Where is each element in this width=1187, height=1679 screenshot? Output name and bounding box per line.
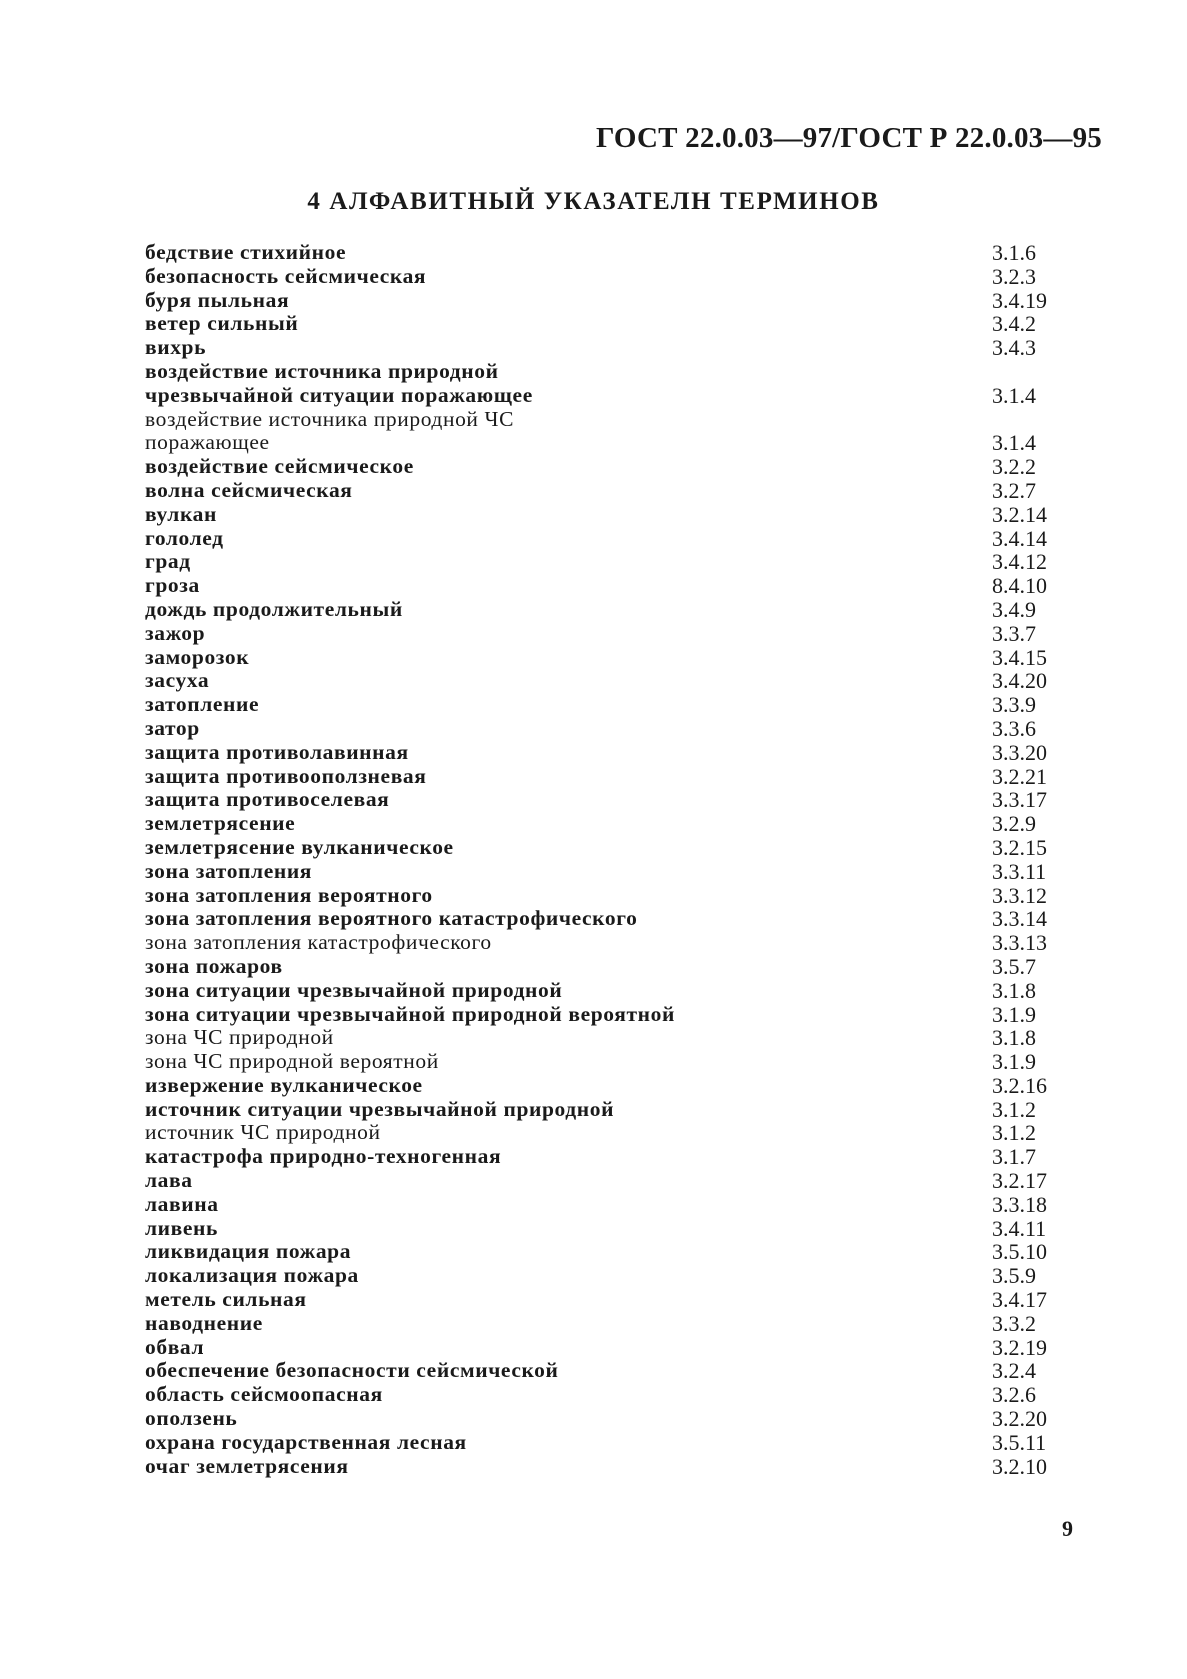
index-term: вихрь bbox=[145, 335, 207, 360]
index-term: источник ЧС природной bbox=[145, 1120, 381, 1145]
index-entry bbox=[140, 241, 1080, 265]
index-ref: 3.4.15 bbox=[992, 644, 1047, 670]
index-term: источник ситуации чрезвычайной природной bbox=[145, 1096, 615, 1121]
index-ref: 3.1.4 bbox=[992, 430, 1036, 456]
index-entry bbox=[140, 1074, 1080, 1098]
index-ref: 3.4.14 bbox=[992, 525, 1047, 551]
index-term bbox=[145, 408, 514, 456]
index-ref: 3.2.19 bbox=[992, 1334, 1047, 1360]
index-entry bbox=[140, 503, 1080, 527]
index-ref: 3.2.10 bbox=[992, 1453, 1047, 1479]
index-entry bbox=[140, 1145, 1080, 1169]
index-term: защита противооползневая bbox=[145, 763, 427, 788]
index-ref: 3.2.16 bbox=[992, 1072, 1047, 1098]
index-term: зона ситуации чрезвычайной природной bbox=[145, 977, 563, 1002]
index-entry bbox=[140, 574, 1080, 598]
index-ref: 3.3.13 bbox=[992, 930, 1047, 956]
index-term: зона затопления bbox=[145, 858, 313, 883]
index-entry bbox=[140, 1288, 1080, 1312]
index-entry bbox=[140, 1336, 1080, 1360]
index-term: затопление bbox=[145, 692, 260, 717]
index-entry bbox=[140, 884, 1080, 908]
index-entry bbox=[140, 765, 1080, 789]
index-ref: 3.2.14 bbox=[992, 501, 1047, 527]
index-ref: 3.4.9 bbox=[992, 596, 1036, 622]
index-term: область сейсмоопасная bbox=[145, 1382, 383, 1407]
index-entry bbox=[140, 1026, 1080, 1050]
index-term: зона ЧС природной bbox=[145, 1025, 334, 1050]
index-ref: 3.1.2 bbox=[992, 1120, 1036, 1146]
index-entry bbox=[140, 836, 1080, 860]
index-ref: 3.2.4 bbox=[992, 1358, 1036, 1384]
index-entry bbox=[140, 1407, 1080, 1431]
index-ref: 3.3.7 bbox=[992, 620, 1036, 646]
index-ref: 3.1.8 bbox=[992, 1025, 1036, 1051]
index-term: дождь продолжительный bbox=[145, 596, 403, 621]
index-term: вулкан bbox=[145, 501, 217, 526]
index-ref: 3.3.17 bbox=[992, 787, 1047, 813]
index-term: зона ЧС природной вероятной bbox=[145, 1049, 439, 1074]
index-term: буря пыльная bbox=[145, 287, 290, 312]
index-ref: 3.2.3 bbox=[992, 263, 1036, 289]
index-entry bbox=[140, 527, 1080, 551]
index-ref: 3.4.11 bbox=[992, 1215, 1047, 1241]
index-entry bbox=[140, 955, 1080, 979]
document-header: ГОСТ 22.0.03—97/ГОСТ Р 22.0.03—95 bbox=[596, 122, 1102, 154]
index-entry bbox=[140, 979, 1080, 1003]
index-ref: 3.5.9 bbox=[992, 1263, 1036, 1289]
index-term: зона пожаров bbox=[145, 953, 283, 978]
index-entry bbox=[140, 931, 1080, 955]
index-entry bbox=[140, 741, 1080, 765]
index-ref: 3.1.8 bbox=[992, 977, 1036, 1003]
index-entry bbox=[140, 550, 1080, 574]
index-term bbox=[145, 360, 533, 408]
index-ref: 3.2.17 bbox=[992, 1168, 1047, 1194]
index-term: воздействие сейсмическое bbox=[145, 454, 414, 479]
index-term-line: воздействие источника природной bbox=[145, 358, 499, 383]
index-entry bbox=[140, 646, 1080, 670]
index-term: обвал bbox=[145, 1334, 205, 1359]
index-ref: 3.5.11 bbox=[992, 1429, 1047, 1455]
index-entry bbox=[140, 1455, 1080, 1479]
index-entry bbox=[140, 1121, 1080, 1145]
index-ref: 3.4.2 bbox=[992, 311, 1036, 337]
index-entry bbox=[140, 1098, 1080, 1122]
index-term: защита противоселевая bbox=[145, 787, 390, 812]
index-entry bbox=[140, 408, 1080, 456]
index-ref: 3.3.6 bbox=[992, 715, 1036, 741]
index-ref: 3.3.11 bbox=[992, 858, 1047, 884]
index-ref: 3.3.18 bbox=[992, 1191, 1047, 1217]
index-ref: 3.4.17 bbox=[992, 1287, 1047, 1313]
index-ref: 3.2.9 bbox=[992, 811, 1036, 837]
index-ref: 3.2.20 bbox=[992, 1406, 1047, 1432]
index-entry bbox=[140, 812, 1080, 836]
index-term-line: воздействие источника природной ЧС bbox=[145, 406, 515, 431]
index-entry bbox=[140, 1217, 1080, 1241]
index-term: гроза bbox=[145, 573, 200, 598]
index-entry bbox=[140, 717, 1080, 741]
index-entry bbox=[140, 1359, 1080, 1383]
index-entry bbox=[140, 1431, 1080, 1455]
index-entry bbox=[140, 479, 1080, 503]
index-ref: 3.3.9 bbox=[992, 692, 1036, 718]
index-term: затор bbox=[145, 715, 200, 740]
index-entry bbox=[140, 1193, 1080, 1217]
index-entry bbox=[140, 598, 1080, 622]
index-term: землетрясение вулканическое bbox=[145, 834, 454, 859]
index-term: засуха bbox=[145, 668, 210, 693]
section-title: 4 АЛФАВИТНЫЙ УКАЗАТЕЛН ТЕРМИНОВ bbox=[307, 188, 880, 215]
index-entry bbox=[140, 693, 1080, 717]
index-term: оползень bbox=[145, 1406, 238, 1431]
index-term: волна сейсмическая bbox=[145, 477, 353, 502]
index-term: ветер сильный bbox=[145, 311, 299, 336]
index-entry bbox=[140, 622, 1080, 646]
index-ref: 3.4.19 bbox=[992, 287, 1047, 313]
index-term: очаг землетрясения bbox=[145, 1453, 349, 1478]
index-ref: 3.3.12 bbox=[992, 882, 1047, 908]
index-term: град bbox=[145, 549, 191, 574]
term-index-list bbox=[140, 241, 1080, 1478]
index-term: ливень bbox=[145, 1215, 218, 1240]
index-ref: 3.2.15 bbox=[992, 834, 1047, 860]
index-term: бедствие стихийное bbox=[145, 240, 347, 264]
index-term: безопасность сейсмическая bbox=[145, 263, 427, 288]
index-term: лавина bbox=[145, 1191, 219, 1216]
index-term: защита противолавинная bbox=[145, 739, 409, 764]
index-ref: 3.5.10 bbox=[992, 1239, 1047, 1265]
index-ref: 3.2.6 bbox=[992, 1382, 1036, 1408]
index-entry bbox=[140, 1312, 1080, 1336]
index-term: ликвидация пожара bbox=[145, 1239, 352, 1264]
index-entry bbox=[140, 669, 1080, 693]
index-term: зона ситуации чрезвычайной природной вероятной bbox=[145, 1001, 675, 1026]
index-term: обеспечение безопасности сейсмической bbox=[145, 1358, 559, 1383]
index-term: зона затопления вероятного катастрофического bbox=[145, 906, 638, 931]
index-entry bbox=[140, 1003, 1080, 1027]
index-term: зона затопления вероятного bbox=[145, 882, 433, 907]
index-term: зона затопления катастрофического bbox=[145, 930, 492, 955]
index-ref: 3.4.12 bbox=[992, 549, 1047, 575]
index-term: извержение вулканическое bbox=[145, 1072, 423, 1097]
index-entry bbox=[140, 1169, 1080, 1193]
index-entry bbox=[140, 1240, 1080, 1264]
index-term: гололед bbox=[145, 525, 224, 550]
index-term: катастрофа природно-техногенная bbox=[145, 1144, 502, 1169]
index-ref: 3.2.2 bbox=[992, 454, 1036, 480]
index-ref: 8.4.10 bbox=[992, 573, 1047, 599]
index-term: заморозок bbox=[145, 644, 250, 669]
index-entry bbox=[140, 1050, 1080, 1074]
index-entry bbox=[140, 289, 1080, 313]
index-entry bbox=[140, 336, 1080, 360]
index-entry bbox=[140, 455, 1080, 479]
index-entry bbox=[140, 1383, 1080, 1407]
index-ref: 3.1.7 bbox=[992, 1144, 1036, 1170]
index-term-line: чрезвычайной ситуации поражающее bbox=[145, 382, 533, 407]
index-entry bbox=[140, 907, 1080, 931]
index-ref: 3.1.9 bbox=[992, 1049, 1036, 1075]
index-term: землетрясение bbox=[145, 811, 296, 836]
index-ref: 3.5.7 bbox=[992, 953, 1036, 979]
index-entry bbox=[140, 1264, 1080, 1288]
index-ref: 3.4.20 bbox=[992, 668, 1047, 694]
index-entry bbox=[140, 265, 1080, 289]
index-ref: 3.3.20 bbox=[992, 739, 1047, 765]
index-ref: 3.1.4 bbox=[992, 382, 1036, 408]
index-term: зажор bbox=[145, 620, 206, 645]
index-term: охрана государственная лесная bbox=[145, 1429, 467, 1454]
index-ref: 3.3.14 bbox=[992, 906, 1047, 932]
index-term: метель сильная bbox=[145, 1287, 307, 1312]
index-ref: 3.3.2 bbox=[992, 1310, 1036, 1336]
index-ref: 3.1.9 bbox=[992, 1001, 1036, 1027]
index-term: наводнение bbox=[145, 1310, 263, 1335]
index-entry bbox=[140, 312, 1080, 336]
index-term: лава bbox=[145, 1168, 193, 1193]
index-term: локализация пожара bbox=[145, 1263, 359, 1288]
index-ref: 3.2.7 bbox=[992, 477, 1036, 503]
index-ref: 3.2.21 bbox=[992, 763, 1047, 789]
index-entry bbox=[140, 788, 1080, 812]
index-term-line: поражающее bbox=[145, 430, 270, 455]
index-ref: 3.1.6 bbox=[992, 240, 1036, 265]
index-ref: 3.1.2 bbox=[992, 1096, 1036, 1122]
page-number: 9 bbox=[1062, 1516, 1073, 1541]
index-entry bbox=[140, 860, 1080, 884]
index-entry bbox=[140, 360, 1080, 408]
index-ref: 3.4.3 bbox=[992, 335, 1036, 361]
